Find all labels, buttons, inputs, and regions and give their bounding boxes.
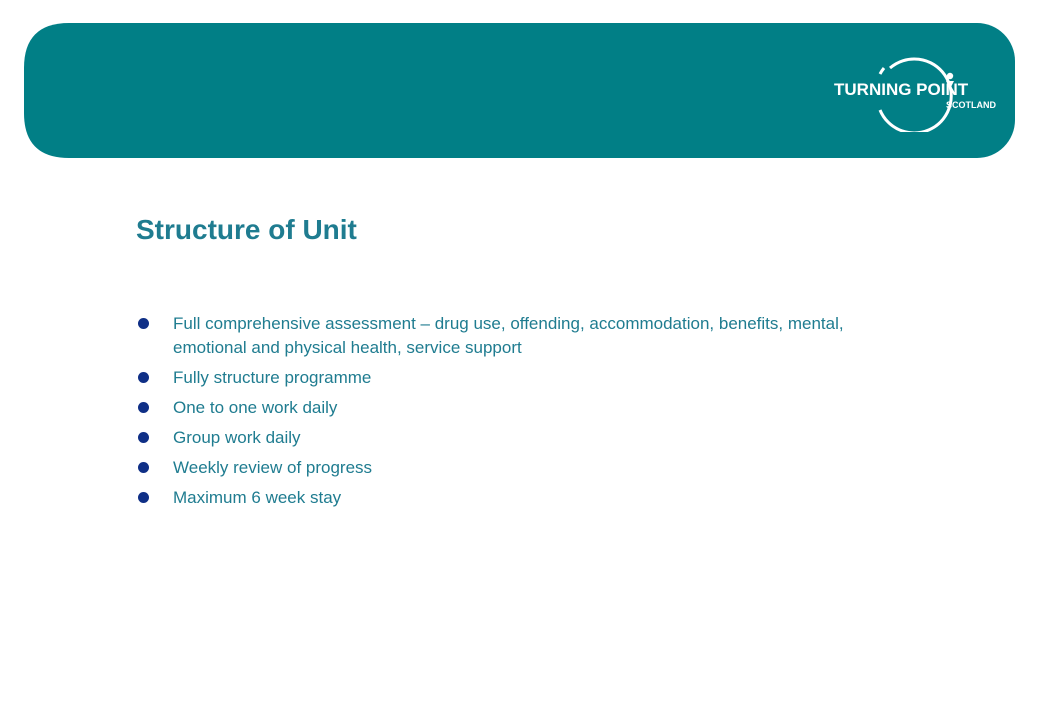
bullet-dot-icon [138, 372, 149, 383]
bullet-item [136, 456, 916, 480]
bullet-item [136, 486, 916, 510]
bullet-item [136, 396, 916, 420]
bullet-item [136, 426, 916, 450]
bullet-list [136, 312, 916, 516]
bullet-dot-icon [138, 462, 149, 473]
bullet-text: Fully structure programme [173, 368, 372, 387]
bullet-dot-icon [138, 492, 149, 503]
bullet-dot-icon [138, 318, 149, 329]
logo-graphic [832, 50, 1017, 132]
logo-line2: SCOTLAND [946, 100, 996, 110]
logo-line1: TURNING POINT [834, 80, 969, 99]
slide-title: Structure of Unit [136, 214, 357, 245]
bullet-text: Weekly review of progress [173, 458, 373, 477]
bullet-item [136, 366, 916, 390]
bullet-text: Group work daily [173, 428, 301, 447]
bullet-dot-icon [138, 402, 149, 413]
bullet-dot-icon [138, 432, 149, 443]
bullet-text: Maximum 6 week stay [173, 488, 342, 507]
bullet-item [136, 312, 916, 360]
bullet-text: Full comprehensive assessment – drug use, offending, accommodation, benefits, mental, emotional and physical health, service support [173, 314, 844, 357]
bullet-text: One to one work daily [173, 398, 338, 417]
turning-point-scotland-logo [832, 50, 1017, 132]
